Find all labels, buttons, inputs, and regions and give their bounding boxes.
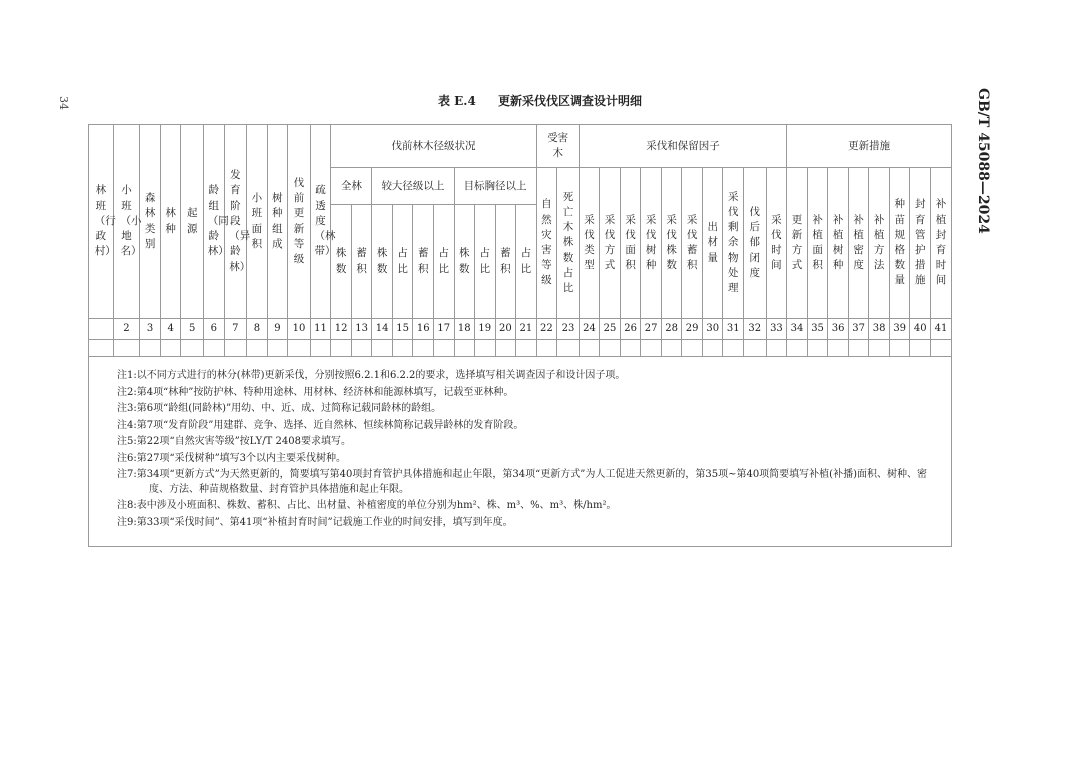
column-number: 33 xyxy=(766,319,787,340)
header-harvest-count: 采伐株数 xyxy=(661,168,682,319)
note-item: 注6:第27项“采伐树种”填写3个以内主要采伐树种。 xyxy=(117,452,347,464)
header-porosity: 疏透度（林带） xyxy=(310,125,331,319)
data-cell xyxy=(495,340,516,357)
data-cell xyxy=(113,340,140,357)
column-number: 17 xyxy=(433,319,454,340)
table-label: 表 E.4 xyxy=(437,94,476,108)
note-item: 注7:第34项“更新方式”为天然更新的，简要填写第40项封育管护具体措施和起止年限，第34项“更新方式”为人工促进天然更新的，第35项~第40项简要填写补植(补播)面积、树种、密度、方法、种苗规格数量、封育管护具体措施和起止年限。 xyxy=(117,469,927,495)
header-replant-species: 补植树种 xyxy=(828,168,849,319)
header-target-count: 株数 xyxy=(454,205,475,319)
data-cell xyxy=(331,340,352,357)
data-cell xyxy=(910,340,931,357)
column-number: 10 xyxy=(288,319,311,340)
note-item: 注5:第22项“自然灾害等级”按LY/T 2408要求填写。 xyxy=(117,436,351,447)
data-cell xyxy=(160,340,181,357)
column-number: 5 xyxy=(181,319,204,340)
header-replant-density: 补植密度 xyxy=(848,168,869,319)
column-number: 12 xyxy=(331,319,352,340)
header-regeneration-method: 更新方式 xyxy=(787,168,808,319)
header-whole-stand: 全林 xyxy=(331,168,372,205)
column-number: 37 xyxy=(848,319,869,340)
column-number: 19 xyxy=(475,319,496,340)
header-disaster-grade: 自然灾害等级 xyxy=(536,168,557,319)
header-replant-time: 补植封育时间 xyxy=(930,168,951,319)
header-whole-volume: 蓄积 xyxy=(351,205,372,319)
column-number: 20 xyxy=(495,319,516,340)
data-cell xyxy=(392,340,413,357)
column-number: 15 xyxy=(392,319,413,340)
data-cell xyxy=(413,340,434,357)
column-number: 26 xyxy=(620,319,641,340)
column-number: 34 xyxy=(787,319,808,340)
header-linban: 林班（行政村） xyxy=(89,125,114,319)
header-xiaoban: 小班（小地名） xyxy=(113,125,140,319)
data-cell xyxy=(536,340,557,357)
header-pre-harvest-regeneration: 伐前更新等级 xyxy=(288,125,311,319)
header-group-diameter: 伐前林木径级状况 xyxy=(331,125,536,168)
data-cell xyxy=(247,340,268,357)
data-cell xyxy=(848,340,869,357)
header-enclosure-measures: 封育管护措施 xyxy=(910,168,931,319)
header-larger-volume-share: 占比 xyxy=(433,205,454,319)
column-number xyxy=(89,319,114,340)
column-number: 8 xyxy=(247,319,268,340)
data-cell xyxy=(807,340,828,357)
column-number: 9 xyxy=(267,319,288,340)
header-target-volume: 蓄积 xyxy=(495,205,516,319)
data-cell xyxy=(454,340,475,357)
header-species-composition: 树种组成 xyxy=(267,125,288,319)
column-number: 22 xyxy=(536,319,557,340)
header-dead-trees: 死亡木株数占比 xyxy=(557,168,580,319)
column-number: 6 xyxy=(204,319,225,340)
column-number: 11 xyxy=(310,319,331,340)
data-cell xyxy=(224,340,247,357)
header-timber-output: 出材量 xyxy=(702,168,723,319)
note-item: 注4:第7项“发育阶段”用建群、竞争、选择、近自然林、恒续林简称记载异龄林的发育阶段。 xyxy=(117,419,524,431)
standard-code: GB/T 45088—2024 xyxy=(975,88,991,234)
header-post-harvest-canopy: 伐后郁闭度 xyxy=(744,168,767,319)
data-cell xyxy=(372,340,393,357)
note-item: 注8:表中涉及小班面积、株数、蓄积、占比、出材量、补植密度的单位分别为hm²、株、m³、%、m³、株/hm²。 xyxy=(117,500,617,511)
data-cell xyxy=(579,340,600,357)
header-target-dbh: 目标胸径以上 xyxy=(454,168,536,205)
header-forest-category: 森林类别 xyxy=(140,125,161,319)
header-development-stage: 发育阶段（异龄林） xyxy=(224,125,247,319)
data-cell xyxy=(557,340,580,357)
header-larger-count-share: 占比 xyxy=(392,205,413,319)
column-number: 28 xyxy=(661,319,682,340)
column-number: 38 xyxy=(869,319,890,340)
header-replant-area: 补植面积 xyxy=(807,168,828,319)
header-target-volume-share: 占比 xyxy=(516,205,537,319)
column-number: 31 xyxy=(723,319,744,340)
blank-data-row xyxy=(89,340,952,357)
column-number: 24 xyxy=(579,319,600,340)
data-cell xyxy=(181,340,204,357)
header-residue-treatment: 采伐剩余物处理 xyxy=(723,168,744,319)
data-cell xyxy=(869,340,890,357)
header-harvest-type: 采伐类型 xyxy=(579,168,600,319)
column-number: 27 xyxy=(641,319,662,340)
design-table xyxy=(88,124,952,547)
column-number: 35 xyxy=(807,319,828,340)
data-cell xyxy=(204,340,225,357)
note-item: 注1:以不同方式进行的林分(林带)更新采伐，分别按照6.2.1和6.2.2的要求，选择填写相关调查因子和设计因子项。 xyxy=(117,370,626,381)
header-larger-count: 株数 xyxy=(372,205,393,319)
column-number: 2 xyxy=(113,319,140,340)
column-number: 30 xyxy=(702,319,723,340)
table-grid xyxy=(88,124,952,357)
header-harvest-species: 采伐树种 xyxy=(641,168,662,319)
header-age-group: 龄组（同龄林） xyxy=(204,125,225,319)
header-harvest-method: 采伐方式 xyxy=(600,168,621,319)
header-harvest-time: 采伐时间 xyxy=(766,168,787,319)
note-item: 注9:第33项“采伐时间”、第41项“补植封育时间”记载施工作业的时间安排，填写到年度。 xyxy=(117,516,513,528)
column-number: 41 xyxy=(930,319,951,340)
data-cell xyxy=(433,340,454,357)
data-cell xyxy=(787,340,808,357)
table-title-line xyxy=(0,92,1080,109)
header-whole-count: 株数 xyxy=(331,205,352,319)
header-target-count-share: 占比 xyxy=(475,205,496,319)
header-group-harvest: 采伐和保留因子 xyxy=(579,125,787,168)
column-number: 23 xyxy=(557,319,580,340)
header-larger-diameter: 较大径级以上 xyxy=(372,168,454,205)
data-cell xyxy=(744,340,767,357)
data-cell xyxy=(89,340,114,357)
column-number: 32 xyxy=(744,319,767,340)
data-cell xyxy=(661,340,682,357)
page-number: 34 xyxy=(57,96,70,110)
data-cell xyxy=(267,340,288,357)
column-number: 21 xyxy=(516,319,537,340)
column-number: 14 xyxy=(372,319,393,340)
header-group-regeneration: 更新措施 xyxy=(787,125,952,168)
data-cell xyxy=(930,340,951,357)
header-harvest-area: 采伐面积 xyxy=(620,168,641,319)
data-cell xyxy=(288,340,311,357)
column-number: 4 xyxy=(160,319,181,340)
header-origin: 起源 xyxy=(181,125,204,319)
note-item: 注2:第4项“林种”按防护林、特种用途林、用材林、经济林和能源林填写，记载至亚林种。 xyxy=(117,386,514,398)
column-number: 25 xyxy=(600,319,621,340)
header-subcompartment-area: 小班面积 xyxy=(247,125,268,319)
column-number: 36 xyxy=(828,319,849,340)
data-cell xyxy=(889,340,910,357)
column-number: 3 xyxy=(140,319,161,340)
data-cell xyxy=(475,340,496,357)
data-cell xyxy=(516,340,537,357)
header-seedling-spec: 种苗规格数量 xyxy=(889,168,910,319)
header-replant-method: 补植方法 xyxy=(869,168,890,319)
note-item: 注3:第6项“龄组(同龄林)”用幼、中、近、成、过简称记载同龄林的龄组。 xyxy=(117,403,442,414)
column-number-row xyxy=(89,319,952,340)
data-cell xyxy=(310,340,331,357)
notes-block xyxy=(88,357,952,547)
column-number: 7 xyxy=(224,319,247,340)
data-cell xyxy=(600,340,621,357)
table-title: 更新采伐伐区调查设计明细 xyxy=(498,94,643,108)
data-cell xyxy=(140,340,161,357)
data-cell xyxy=(828,340,849,357)
data-cell xyxy=(351,340,372,357)
column-number: 39 xyxy=(889,319,910,340)
header-larger-volume: 蓄积 xyxy=(413,205,434,319)
header-group-damaged: 受害木 xyxy=(536,125,579,168)
data-cell xyxy=(641,340,662,357)
column-number: 18 xyxy=(454,319,475,340)
column-number: 29 xyxy=(682,319,703,340)
data-cell xyxy=(766,340,787,357)
data-cell xyxy=(682,340,703,357)
data-cell xyxy=(723,340,744,357)
data-cell xyxy=(620,340,641,357)
data-cell xyxy=(702,340,723,357)
column-number: 40 xyxy=(910,319,931,340)
column-number: 13 xyxy=(351,319,372,340)
header-harvest-volume: 采伐蓄积 xyxy=(682,168,703,319)
header-forest-type: 林种 xyxy=(160,125,181,319)
column-number: 16 xyxy=(413,319,434,340)
